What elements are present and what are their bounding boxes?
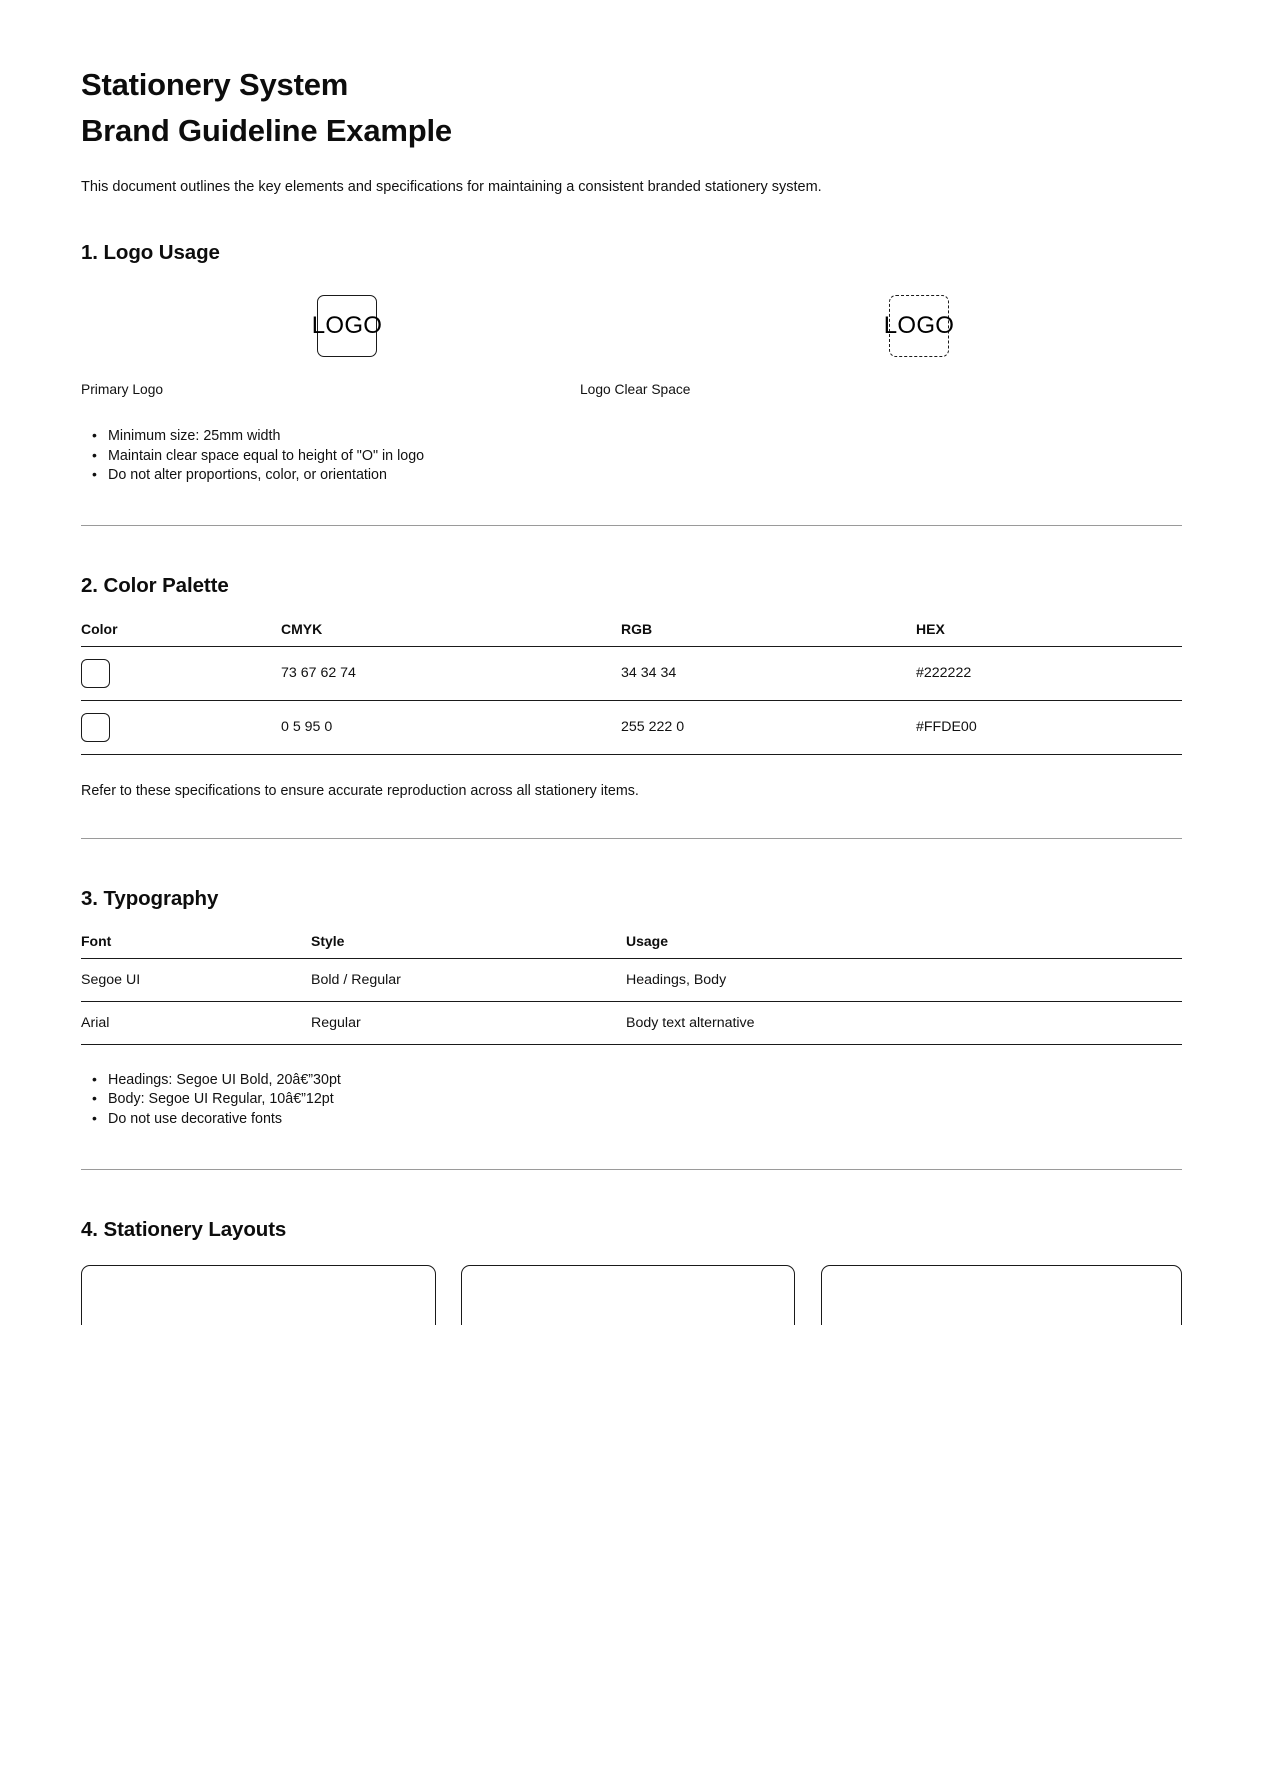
logo-preview-row (81, 295, 1182, 379)
list-item: • Maintain clear space equal to height of "O" in logo (108, 447, 1182, 467)
font-name: Segoe UI (81, 958, 311, 1001)
clear-space-caption: Logo Clear Space (580, 382, 691, 398)
stationery-layout-row (81, 1265, 1182, 1325)
rgb-value: 255 222 0 (621, 700, 916, 754)
logo-caption-row (81, 382, 1182, 404)
font-style: Bold / Regular (311, 958, 626, 1001)
cmyk-value: 73 67 62 74 (281, 646, 621, 700)
color-swatch-cell (81, 646, 281, 700)
column-header-rgb: RGB (621, 621, 916, 647)
table-row (81, 1001, 1182, 1044)
section-heading-logo-usage: 1. Logo Usage (81, 241, 220, 265)
document-content (81, 0, 1182, 1325)
column-header-style: Style (311, 933, 626, 959)
section-heading-color-palette: 2. Color Palette (81, 573, 229, 597)
list-item: • Body: Segoe UI Regular, 10â€”12pt (108, 1090, 1182, 1110)
column-header-usage: Usage (626, 933, 1182, 959)
list-item: • Do not alter proportions, color, or orientation (108, 466, 1182, 486)
primary-logo-caption: Primary Logo (81, 382, 164, 398)
stationery-layout-box-business-card (821, 1265, 1182, 1325)
table-header-row (81, 621, 1182, 647)
hex-value: #FFDE00 (916, 700, 1182, 754)
column-header-hex: HEX (916, 621, 1182, 647)
page-title (81, 0, 1182, 154)
page-title-line-1: Stationery System (81, 67, 349, 102)
font-usage: Headings, Body (626, 958, 1182, 1001)
clear-space-logo-text: LOGO (883, 312, 955, 340)
list-item: • Do not use decorative fonts (108, 1110, 1182, 1130)
table-row (81, 958, 1182, 1001)
column-header-font: Font (81, 933, 311, 959)
table-row (81, 700, 1182, 754)
primary-logo-text: LOGO (311, 312, 383, 340)
color-swatch (81, 713, 110, 742)
color-palette-note: Refer to these specifications to ensure accurate reproduction across all stationery items. (81, 782, 639, 799)
typography-bullet-list (81, 1071, 1182, 1130)
typography-table (81, 933, 1182, 1045)
list-item: • Headings: Segoe UI Bold, 20â€”30pt (108, 1071, 1182, 1091)
color-palette-table (81, 621, 1182, 755)
font-name: Arial (81, 1001, 311, 1044)
clear-space-logo-box (883, 295, 955, 357)
stationery-layout-box-letterhead (81, 1265, 436, 1325)
section-heading-typography: 3. Typography (81, 886, 219, 910)
color-swatch-cell (81, 700, 281, 754)
list-item: • Minimum size: 25mm width (108, 427, 1182, 447)
cmyk-value: 0 5 95 0 (281, 700, 621, 754)
intro-paragraph: This document outlines the key elements and specifications for maintaining a consistent branded stationery system. (81, 179, 822, 196)
stationery-layout-box-envelope (461, 1265, 795, 1325)
logo-usage-bullet-list (81, 427, 1182, 486)
font-style: Regular (311, 1001, 626, 1044)
column-header-color: Color (81, 621, 281, 647)
font-usage: Body text alternative (626, 1001, 1182, 1044)
color-swatch (81, 659, 110, 688)
table-header-row (81, 933, 1182, 959)
primary-logo-box (311, 295, 383, 357)
section-heading-stationery-layouts: 4. Stationery Layouts (81, 1217, 287, 1241)
column-header-cmyk: CMYK (281, 621, 621, 647)
rgb-value: 34 34 34 (621, 646, 916, 700)
page-title-line-2: Brand Guideline Example (81, 113, 452, 149)
table-row (81, 646, 1182, 700)
hex-value: #222222 (916, 646, 1182, 700)
